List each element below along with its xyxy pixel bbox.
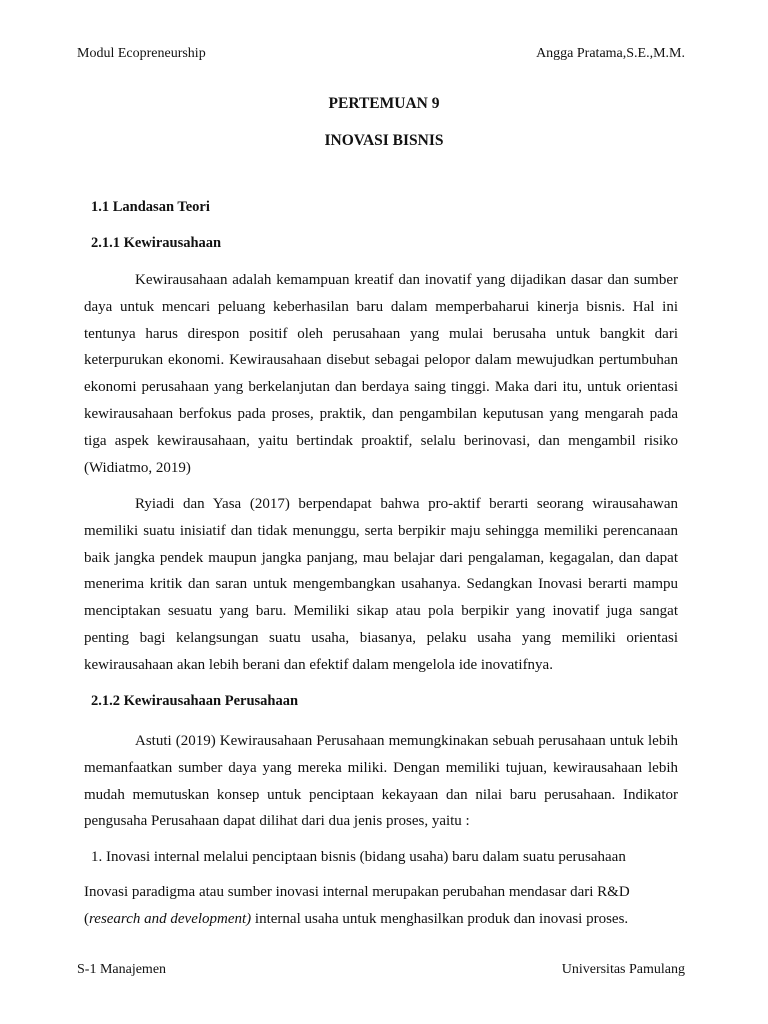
section-heading-2-1-1: 2.1.1 Kewirausahaan <box>91 235 222 251</box>
closing-line-2 <box>84 911 628 928</box>
closing-rest: internal usaha untuk menghasilkan produk dan inovasi proses. <box>251 911 629 927</box>
closing-open-paren: ( <box>84 911 89 927</box>
paragraph-kewirausahaan-perusahaan: Astuti (2019) Kewirausahaan Perusahaan memungkinakan sebuah perusahaan untuk lebih memanfaatkan sumber daya yang mereka miliki. Dengan memiliki tujuan, kewirausahaan lebih mudah memutuskan konsep untuk penciptaan kekayaan dan nilai baru perusahaan. Indikator pengusaha Perusahaan dapat dilihat dari dua jenis proses, yaitu : <box>84 733 678 830</box>
section-heading-2-1-2: 2.1.2 Kewirausahaan Perusahaan <box>91 693 299 709</box>
header-right: Angga Pratama,S.E.,M.M. <box>536 46 685 61</box>
list-item-1: 1. Inovasi internal melalui penciptaan bisnis (bidang usaha) baru dalam suatu perusahaan <box>91 849 626 865</box>
closing-italic: research and development) <box>89 911 252 927</box>
section-heading-1-1: 1.1 Landasan Teori <box>91 199 210 215</box>
header-left: Modul Ecopreneurship <box>77 46 206 61</box>
topic-title: INOVASI BISNIS <box>324 132 444 149</box>
footer-left: S-1 Manajemen <box>77 962 167 977</box>
paragraph-proaktif: Ryiadi dan Yasa (2017) berpendapat bahwa pro-aktif berarti seorang wirausahawan memiliki suatu inisiatif dan tidak menunggu, serta berpikir maju sehingga memiliki perencanaan baik jangka pendek maupun jangka panjang, mau belajar dari pengalaman, kegagalan, dan dapat menerima kritik dan saran untuk mengembangkan usahanya. Sedangkan Inovasi berarti mampu menciptakan sesuatu yang baru. Memiliki sikap atau pola berpikir yang inovatif juga sangat penting bagi kelangsungan suatu usaha, biasanya, pelaku usaha yang memiliki orientasi kewirausahaan akan lebih berani dan efektif dalam mengelola ide inovatifnya. <box>84 496 678 673</box>
closing-line-1: Inovasi paradigma atau sumber inovasi internal merupakan perubahan mendasar dari R&D <box>84 884 630 900</box>
meeting-title: PERTEMUAN 9 <box>328 95 440 112</box>
footer-right: Universitas Pamulang <box>561 962 685 977</box>
paragraph-kewirausahaan: Kewirausahaan adalah kemampuan kreatif dan inovatif yang dijadikan dasar dan sumber daya untuk mencari peluang keberhasilan baru dalam memperbaharui kinerja bisnis. Hal ini tentunya harus direspon positif oleh perusahaan yang mulai berusaha untuk bangkit dari keterpurukan ekonomi. Kewirausahaan disebut sebagai pelopor dalam mewujudkan pertumbuhan ekonomi perusahaan yang berkelanjutan dan berdaya saing tinggi. Maka dari itu, untuk orientasi kewirausahaan berfokus pada proses, praktik, dan pengambilan keputusan yang mengarah pada tiga aspek kewirausahaan, yaitu bertindak proaktif, selalu berinovasi, dan mengambil risiko (Widiatmo, 2019) <box>84 272 678 476</box>
